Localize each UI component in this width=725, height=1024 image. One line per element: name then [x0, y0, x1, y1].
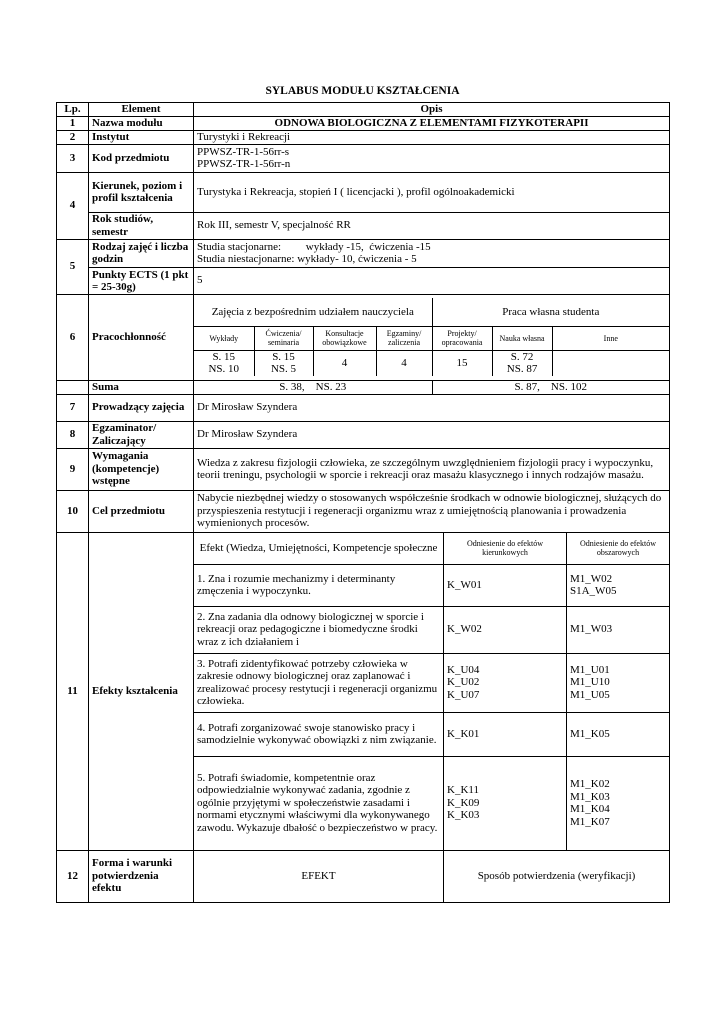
row-4 [57, 172, 670, 212]
col-other: Inne [552, 326, 669, 350]
course-objective: Nabycie niezbędnej wiedzy o stosowanych współcześnie środkach w odnowie biologicznej, służących do przyspieszenia restytucji i regeneracji organizmu wraz z umiejętnością planowania i prowadzenia wymienionych procesów. [194, 490, 670, 532]
row-10-element: Cel przedmiotu [89, 490, 194, 532]
effect-5-text: 5. Potrafi świadomie, kompetentnie oraz odpowiedzialnie wykonywać zadania, zgodnie z ogólnie przyjętymi w społeczeństwie zasadami i normami etycznymi właściwymi dla wykonywanego zawodu. Wykazuje dbałość o bezpieczeństwo w pracy. [194, 756, 444, 850]
sum-label: Suma [89, 380, 194, 394]
effect-3-field: K_U04 K_U02 K_U07 [444, 653, 567, 712]
row-1 [57, 116, 670, 130]
header-opis: Opis [194, 103, 670, 117]
row-8 [57, 421, 670, 448]
row-12 [57, 850, 670, 902]
effects-head-field: Odniesienie do efektów kierunkowych [444, 532, 567, 564]
course-code-s: PPWSZ-TR-1-56rr-s [197, 145, 290, 158]
workload-cell [194, 294, 670, 380]
document-title: SYLABUS MODUŁU KSZTAŁCENIA [265, 85, 460, 97]
row-7-lp: 7 [57, 394, 89, 421]
course-code-n: PPWSZ-TR-1-56rr-n [197, 158, 291, 170]
hours-nonstationary: Studia niestacjonarne: wykłady- 10, ćwiczenia - 5 [197, 253, 417, 265]
workload-group-teacher: Zajęcia z bezpośrednim udziałem nauczyciela [194, 298, 432, 326]
prerequisites: Wiedza z zakresu fizjologii człowieka, ze szczególnym uwzględnieniem fizjologii pracy i wypoczynku, teorii treningu, psychologii w sporcie i rekreacji oraz masażu klasycznego i innych rodzajów masażu. [194, 448, 670, 490]
row-5-element: Rodzaj zajęć i liczba godzin [89, 239, 194, 267]
ects-points: 5 [194, 267, 670, 294]
effect-2-field: K_W02 [444, 606, 567, 653]
row-2-element: Instytut [89, 130, 194, 144]
row-8-element: Egzaminator/ Zaliczający [89, 421, 194, 448]
col-lectures: Wykłady [194, 326, 254, 350]
workload-table [194, 298, 669, 376]
row-11-lp: 11 [57, 532, 89, 850]
row-1-lp: 1 [57, 116, 89, 130]
header-element: Element [89, 103, 194, 117]
effect-1-field: K_W01 [444, 564, 567, 606]
effect-5-field: K_K11 K_K09 K_K03 [444, 756, 567, 850]
effect-3-text: 3. Potrafi zidentyfikować potrzeby człowieka w zakresie odnowy biologicznej oraz zaplanować i zrealizować procesy restytucji i regeneracji organizmu człowieka. [194, 653, 444, 712]
row-3-lp: 3 [57, 144, 89, 172]
field-of-study: Turystyka i Rekreacja, stopień I ( licencjacki ), profil ogólnoakademicki [194, 172, 670, 212]
course-code [194, 144, 670, 172]
row-5b-element: Punkty ECTS (1 pkt = 25-30g) [89, 267, 194, 294]
effects-head-effect: Efekt (Wiedza, Umiejętności, Kompetencje społeczne [194, 532, 444, 564]
row-11-head [57, 532, 670, 564]
row-2 [57, 130, 670, 144]
effect-4-text: 4. Potrafi zorganizować swoje stanowisko pracy i samodzielnie wykonywać obowiązki z nim związanie. [194, 712, 444, 756]
row-5-lp: 5 [57, 239, 89, 294]
sum-table [194, 381, 669, 394]
hours-stationary: Studia stacjonarne: wykłady -15, ćwiczenia -15 [197, 240, 431, 253]
lecturer: Dr Mirosław Szyndera [194, 394, 670, 421]
row-5b [57, 267, 670, 294]
workload-group-own: Praca własna studenta [432, 298, 669, 326]
examiner: Dr Mirosław Szyndera [194, 421, 670, 448]
col-exercises: Ćwiczenia/ seminaria [254, 326, 313, 350]
row-7-element: Prowadzący zajęcia [89, 394, 194, 421]
confirmation-effect: EFEKT [194, 850, 444, 902]
val-exams: 4 [376, 350, 432, 376]
row-3 [57, 144, 670, 172]
effect-1-area: M1_W02 S1A_W05 [567, 564, 670, 606]
syllabus-table [56, 102, 670, 903]
col-exams: Egzaminy/ zaliczenia [376, 326, 432, 350]
effect-5-area: M1_K02 M1_K03 M1_K04 M1_K07 [567, 756, 670, 850]
effect-2-area: M1_W03 [567, 606, 670, 653]
row-10 [57, 490, 670, 532]
row-6 [57, 294, 670, 380]
header-lp: Lp. [57, 103, 89, 117]
effect-4-area: M1_K05 [567, 712, 670, 756]
effect-3-area: M1_U01 M1_U10 M1_U05 [567, 653, 670, 712]
effect-4-field: K_K01 [444, 712, 567, 756]
effects-head-area: Odniesienie do efektów obszarowych [567, 532, 670, 564]
col-self-study: Nauka własna [492, 326, 552, 350]
row-9 [57, 448, 670, 490]
sum-teacher: S. 38, NS. 23 [194, 381, 432, 394]
class-hours [194, 239, 670, 267]
year-semester: Rok III, semestr V, specjalność RR [194, 212, 670, 239]
row-12-element: Forma i warunki potwierdzenia efektu [89, 850, 194, 902]
row-2-lp: 2 [57, 130, 89, 144]
val-exercises: S. 15 NS. 5 [254, 350, 313, 376]
row-4b [57, 212, 670, 239]
row-7 [57, 394, 670, 421]
row-6-lp: 6 [57, 294, 89, 380]
confirmation-method: Sposób potwierdzenia (weryfikacji) [444, 850, 670, 902]
row-sum [57, 380, 670, 394]
val-consultations: 4 [313, 350, 376, 376]
val-other [552, 350, 669, 376]
sum-cell [194, 380, 670, 394]
val-projects: 15 [432, 350, 492, 376]
row-12-lp: 12 [57, 850, 89, 902]
val-self-study: S. 72 NS. 87 [492, 350, 552, 376]
row-4-lp: 4 [57, 172, 89, 239]
effect-1-text: 1. Zna i rozumie mechanizmy i determinanty zmęczenia i wypoczynku. [194, 564, 444, 606]
row-3-element: Kod przedmiotu [89, 144, 194, 172]
effect-2-text: 2. Zna zadania dla odnowy biologicznej w sporcie i rekreacji oraz pedagogiczne i biomedyczne środki wraz z ich działaniem i [194, 606, 444, 653]
sum-own: S. 87, NS. 102 [514, 380, 587, 393]
row-8-lp: 8 [57, 421, 89, 448]
row-1-element: Nazwa modułu [89, 116, 194, 130]
module-name: ODNOWA BIOLOGICZNA Z ELEMENTAMI FIZYKOTERAPII [194, 116, 670, 130]
col-projects: Projekty/ opracowania [432, 326, 492, 350]
row-4b-element: Rok studiów, semestr [89, 212, 194, 239]
row-9-lp: 9 [57, 448, 89, 490]
row-6-element: Pracochłonność [89, 294, 194, 380]
row-9-element: Wymagania (kompetencje) wstępne [89, 448, 194, 490]
header-row [57, 103, 670, 117]
row-10-lp: 10 [57, 490, 89, 532]
val-lectures: S. 15 NS. 10 [194, 350, 254, 376]
row-4-element: Kierunek, poziom i profil kształcenia [89, 172, 194, 212]
institute: Turystyki i Rekreacji [194, 130, 670, 144]
row-5 [57, 239, 670, 267]
row-11-element: Efekty kształcenia [89, 532, 194, 850]
col-consultations: Konsultacje obowiązkowe [313, 326, 376, 350]
